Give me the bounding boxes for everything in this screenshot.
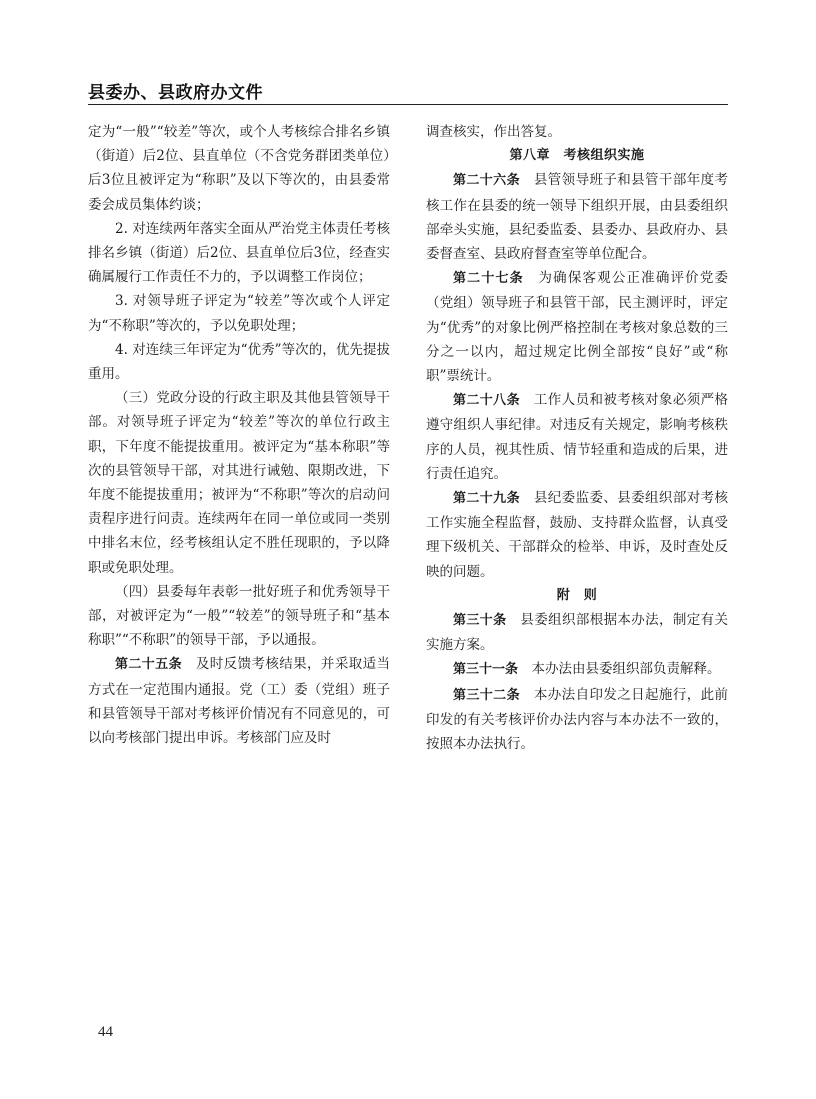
paragraph: （四）县委每年表彰一批好班子和优秀领导干部，对被评定为“一般”“较差”的领导班子和“基本称职”“不称职”的领导干部，予以通报。 <box>88 583 390 649</box>
article-text: 本办法由县委组织部负责解释。 <box>531 661 721 678</box>
left-column <box>88 120 390 750</box>
article-text: 县管领导班子和县管干部年度考核工作在县委的统一领导下组织开展，由县委组织部牵头实施，县纪委监委、县委办、县政府办、县委督查室、县政府督查室等单位配合。 <box>426 172 729 263</box>
article-28 <box>426 388 728 486</box>
paragraph: 2. 对连续两年落实全面从严治党主体责任考核排名乡镇（街道）后2位、县直单位后3位，经查实确属履行工作责任不力的，予以调整工作岗位； <box>88 220 390 286</box>
article-29 <box>426 486 728 584</box>
article-text: 及时反馈考核结果，并采取适当方式在一定范围内通报。党（工）委（党组）班子和县管领导干部对考核评价情况有不同意见的，可以向考核部门提出申诉。考核部门应及时 <box>88 656 391 747</box>
article-label: 第二十九条 <box>453 491 520 507</box>
paragraph: 3. 对领导班子评定为“较差”等次或个人评定为“不称职”等次的，予以免职处理； <box>88 293 390 334</box>
article-label: 第三十条 <box>453 613 507 629</box>
article-label: 第三十一条 <box>453 662 519 678</box>
article-30 <box>426 608 728 657</box>
article-label: 第二十八条 <box>453 393 520 409</box>
article-text: 县委组织部根据本办法，制定有关实施方案。 <box>426 612 729 654</box>
article-26 <box>426 168 728 266</box>
article-label: 第二十五条 <box>115 657 182 673</box>
chapter-heading: 第八章 考核组织实施 <box>509 148 645 164</box>
right-column <box>426 120 728 756</box>
appendix-heading: 附 则 <box>556 587 598 603</box>
article-25 <box>88 652 390 750</box>
article-text: 县纪委监委、县委组织部对考核工作实施全程监督，鼓励、支持群众监督，认真受理下级机关、干部群众的检举、申诉，及时查处反映的问题。 <box>426 490 729 580</box>
paragraph: 4. 对连续三年评定为“优秀”等次的，优先提拔重用。 <box>88 341 390 383</box>
header-divider <box>88 104 728 105</box>
paragraph: 定为“一般”“较差”等次，或个人考核综合排名乡镇（街道）后2位、县直单位（不含党务群团类单位）后3位且被评定为“称职”及以下等次的，由县委常委会成员集体约谈； <box>88 124 390 213</box>
article-text: 为确保客观公正准确评价党委（党组）领导班子和县管干部，民主测评时，评定为“优秀”的对象比例严格控制在考核对象总数的三分之一以内，超过规定比例全部按“良好”或“称职”票统计。 <box>426 270 729 385</box>
article-27 <box>426 266 728 388</box>
article-label: 第三十二条 <box>453 687 520 703</box>
article-label: 第二十七条 <box>453 271 524 287</box>
article-31 <box>426 657 728 682</box>
article-32 <box>426 683 728 757</box>
article-text: 工作人员和被考核对象必须严格遵守组织人事纪律。对违反有关规定，影响考核秩序的人员，视其性质、情节轻重和造成的后果，进行责任追究。 <box>426 392 729 482</box>
paragraph: 调查核实，作出答复。 <box>426 124 561 140</box>
page-header-title: 县委办、县政府办文件 <box>88 83 263 103</box>
article-label: 第二十六条 <box>453 173 520 189</box>
article-text: 本办法自印发之日起施行，此前印发的有关考核评价办法内容与本办法不一致的，按照本办法执行。 <box>426 686 729 753</box>
paragraph: （三）党政分设的行政主职及其他县管领导干部。对领导班子评定为“较差”等次的单位行政主职，下年度不能提拔重用。被评定为“基本称职”等次的县管领导干部，对其进行诫勉、限期改进，下年度不能提拔重用；被评为“不称职”等次的启动问责程序进行问责。连续两年在同一单位或同一类别中排名末位，经考核组认定不胜任现职的，予以降职或免职处理。 <box>88 390 390 576</box>
page-number: 44 <box>98 1024 113 1040</box>
